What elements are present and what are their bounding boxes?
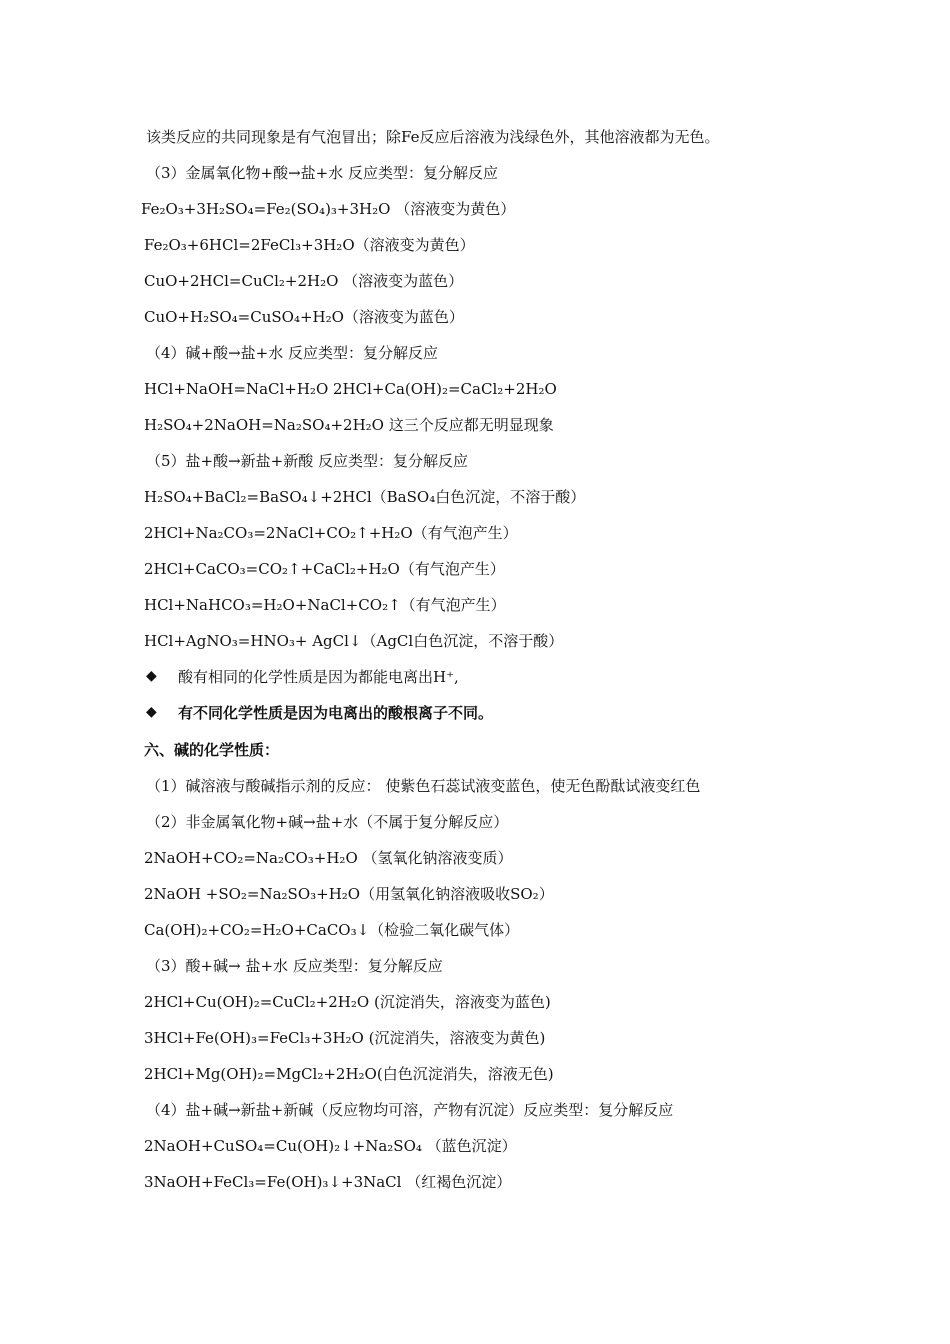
section-heading-4: （4）盐+碱→新盐+新碱（反应物均可溶，产物有沉淀）反应类型：复分解反应 <box>146 1101 674 1119</box>
section-heading-1: （1）碱溶液与酸碱指示剂的反应： 使紫色石蕊试液变蓝色，使无色酚酞试液变红色 <box>146 777 701 795</box>
bullet-diamond-icon: ◆ <box>146 704 157 720</box>
section-heading-3: （3）酸+碱→ 盐+水 反应类型：复分解反应 <box>146 957 443 975</box>
equation-line: CuO+2HCl=CuCl₂+2H₂O （溶液变为蓝色） <box>144 272 464 290</box>
equation-line: 2HCl+Cu(OH)₂=CuCl₂+2H₂O (沉淀消失，溶液变为蓝色) <box>144 993 551 1011</box>
equation-line: Ca(OH)₂+CO₂=H₂O+CaCO₃↓（检验二氧化碳气体） <box>144 921 520 939</box>
equation-line: 2NaOH+CuSO₄=Cu(OH)₂↓+Na₂SO₄ （蓝色沉淀） <box>144 1137 517 1155</box>
equation-line: 3HCl+Fe(OH)₃=FeCl₃+3H₂O (沉淀消失，溶液变为黄色) <box>144 1029 546 1047</box>
equation-line: Fe₂O₃+6HCl=2FeCl₃+3H₂O（溶液变为黄色） <box>144 236 475 254</box>
equation-line: H₂SO₄+2NaOH=Na₂SO₄+2H₂O 这三个反应都无明显现象 <box>144 416 554 434</box>
bullet-text: 酸有相同的化学性质是因为都能电离出H⁺, <box>178 668 459 686</box>
equation-line: HCl+NaOH=NaCl+H₂O 2HCl+Ca(OH)₂=CaCl₂+2H₂O <box>144 380 557 398</box>
equation-line: HCl+NaHCO₃=H₂O+NaCl+CO₂↑（有气泡产生） <box>144 596 506 614</box>
equation-line: 2HCl+Na₂CO₃=2NaCl+CO₂↑+H₂O（有气泡产生） <box>144 524 518 542</box>
equation-line: 2HCl+Mg(OH)₂=MgCl₂+2H₂O(白色沉淀消失，溶液无色) <box>144 1065 554 1083</box>
bullet-text-bold: 有不同化学性质是因为电离出的酸根离子不同。 <box>178 704 494 722</box>
text-line-1: 该类反应的共同现象是有气泡冒出；除Fe反应后溶液为浅绿色外，其他溶液都为无色。 <box>146 128 720 146</box>
equation-line: HCl+AgNO₃=HNO₃+ AgCl↓（AgCl白色沉淀，不溶于酸） <box>144 632 564 650</box>
section-heading-3: （3）金属氧化物+酸→盐+水 反应类型：复分解反应 <box>146 164 499 182</box>
section-heading-2: （2）非金属氧化物+碱→盐+水（不属于复分解反应） <box>146 813 509 831</box>
equation-line: 2NaOH +SO₂=Na₂SO₃+H₂O（用氢氧化钠溶液吸收SO₂） <box>144 885 554 903</box>
section-heading-5: （5）盐+酸→新盐+新酸 反应类型：复分解反应 <box>146 452 469 470</box>
equation-line: H₂SO₄+BaCl₂=BaSO₄↓+2HCl（BaSO₄白色沉淀，不溶于酸） <box>144 488 586 506</box>
equation-line: 2HCl+CaCO₃=CO₂↑+CaCl₂+H₂O（有气泡产生） <box>144 560 505 578</box>
bullet-diamond-icon: ◆ <box>146 668 157 684</box>
equation-line: CuO+H₂SO₄=CuSO₄+H₂O（溶液变为蓝色） <box>144 308 464 326</box>
equation-line: Fe₂O₃+3H₂SO₄=Fe₂(SO₄)₃+3H₂O （溶液变为黄色） <box>141 200 516 218</box>
section-heading-4: （4）碱+酸→盐+水 反应类型：复分解反应 <box>146 344 439 362</box>
equation-line: 2NaOH+CO₂=Na₂CO₃+H₂O （氢氧化钠溶液变质） <box>144 849 513 867</box>
section-title: 六、碱的化学性质： <box>144 741 280 759</box>
equation-line: 3NaOH+FeCl₃=Fe(OH)₃↓+3NaCl （红褐色沉淀） <box>144 1173 512 1191</box>
